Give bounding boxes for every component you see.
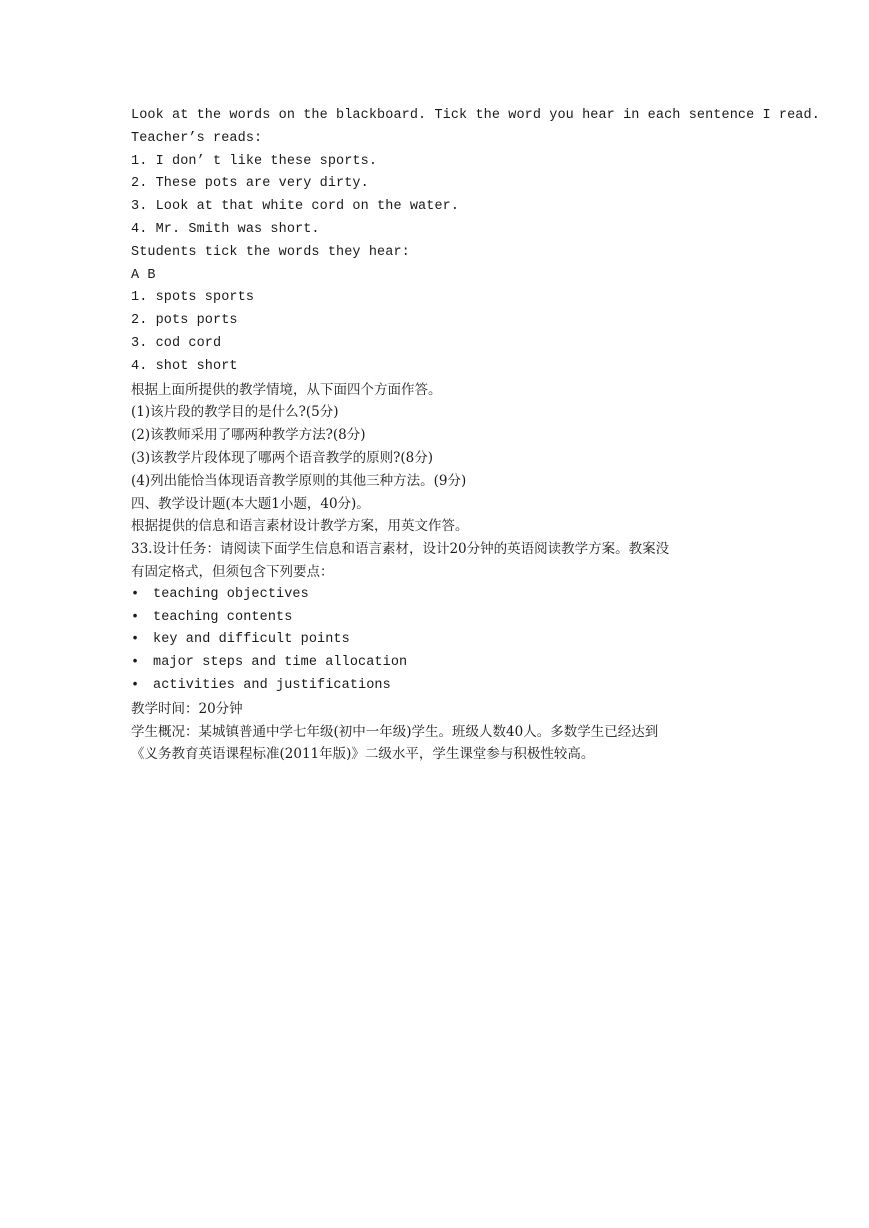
design-task-line-1: 33.设计任务：请阅读下面学生信息和语言素材，设计20分钟的英语阅读教学方案。教案没	[131, 541, 670, 558]
document-body	[131, 105, 820, 766]
column-headers: A B	[131, 267, 156, 283]
bullet-icon: •	[131, 609, 140, 625]
bullet-icon: •	[131, 655, 140, 671]
student-profile-line-2: 《义务教育英语课程标准(2011年版)》二级水平，学生课堂参与积极性较高。	[131, 746, 595, 763]
bullet-item	[131, 629, 751, 652]
teacher-sentence-4: 4. Mr. Smith was short.	[131, 221, 320, 237]
word-pair-2: 2. pots ports	[131, 313, 238, 329]
word-pair-4: 4. shot short	[131, 358, 238, 374]
bullet-text: teaching contents	[153, 609, 293, 625]
question-4: (4)列出能恰当体现语音教学原则的其他三种方法。(9分)	[131, 472, 467, 489]
teacher-sentence-1: 1. I don’ t like these sports.	[131, 153, 378, 169]
bullet-item	[131, 607, 751, 630]
bullet-text: major steps and time allocation	[153, 655, 408, 671]
bullet-item	[131, 584, 751, 607]
student-profile-line-1: 学生概况：某城镇普通中学七年级(初中一年级)学生。班级人数40人。多数学生已经达到	[131, 723, 659, 740]
bullet-text: activities and justifications	[153, 677, 391, 693]
bullet-icon: •	[131, 632, 140, 648]
teacher-sentence-3: 3. Look at that white cord on the water.	[131, 199, 460, 215]
instruction-line: Look at the words on the blackboard. Tick the word you hear in each sentence I read.	[131, 108, 820, 123]
word-pair-3: 3. cod cord	[131, 335, 222, 351]
teaching-time: 教学时间：20分钟	[131, 700, 243, 717]
bullet-item	[131, 652, 751, 675]
design-task-line-2: 有固定格式，但须包含下列要点：	[131, 563, 334, 580]
section-four-heading: 四、教学设计题(本大题1小题，40分)。	[131, 495, 370, 512]
word-pair-1: 1. spots sports	[131, 290, 255, 306]
question-1: (1)该片段的教学目的是什么?(5分)	[131, 404, 339, 421]
bullet-icon: •	[131, 677, 140, 693]
bullet-item	[131, 675, 751, 698]
students-tick-heading: Students tick the words they hear:	[131, 244, 410, 260]
bullet-text: key and difficult points	[153, 632, 350, 648]
question-intro: 根据上面所提供的教学情境，从下面四个方面作答。	[131, 381, 442, 398]
bullet-text: teaching objectives	[153, 586, 309, 602]
teacher-sentence-2: 2. These pots are very dirty.	[131, 176, 369, 192]
bullet-icon: •	[131, 586, 140, 602]
section-four-instruction: 根据提供的信息和语言素材设计教学方案，用英文作答。	[131, 518, 469, 535]
question-2: (2)该教师采用了哪两种教学方法?(8分)	[131, 427, 366, 444]
teacher-reads-heading: Teacher’s reads:	[131, 130, 263, 146]
question-3: (3)该教学片段体现了哪两个语音教学的原则?(8分)	[131, 449, 433, 466]
